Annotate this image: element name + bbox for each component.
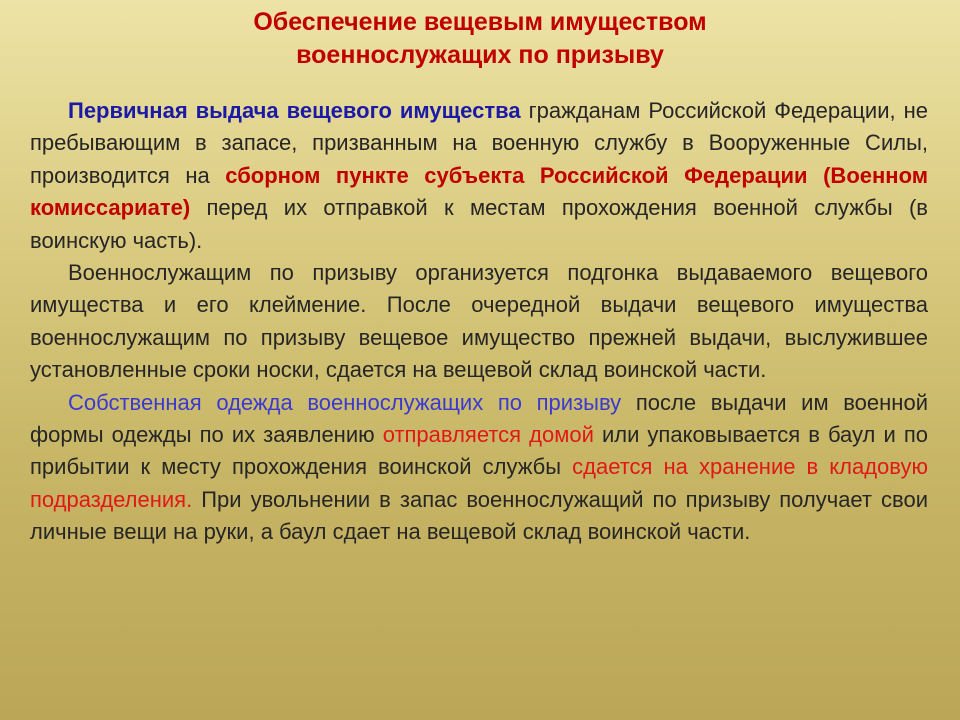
paragraph-fitting: [30, 257, 928, 387]
own-clothing-term: Собственная одежда военнослужащих по призыву: [68, 389, 622, 415]
paragraph-text: гражданам Российской Федерации, не пребывающим в запасе, призванным на военную службу в Вооруженные Силы, производится на: [30, 98, 928, 188]
paragraph-text: перед их отправкой к местам прохождения военной службы (в воинскую часть).: [30, 195, 928, 253]
slide-body: [30, 95, 928, 549]
title-line-1: Обеспечение вещевым имуществом: [253, 8, 707, 36]
paragraph-text: или упаковывается в баул и по прибытии к месту прохождения воинской службы: [30, 422, 928, 480]
paragraph-text: При увольнении в запас военнослужащий по призыву получает свои личные вещи на руки, а баул сдает на вещевой склад воинской части.: [30, 486, 928, 545]
paragraph-primary-issue: [30, 95, 928, 257]
title-line-2: военнослужащих по призыву: [296, 41, 664, 69]
paragraph-own-clothing: [30, 387, 928, 549]
paragraph-text: после выдачи им военной формы одежды по их заявлению: [30, 389, 928, 448]
primary-issue-term: Первичная выдача вещевого имущества: [68, 98, 521, 123]
sent-home-term: отправляется домой: [382, 422, 594, 448]
paragraph-text: Военнослужащим по призыву организуется подгонка выдаваемого вещевого имущества и его клеймение. После очередной выдачи вещевого имущества военнослужащим по призыву вещевое имущество прежней выдачи, выслужившее установленные сроки носки, сдается на вещевой склад воинской части.: [30, 260, 928, 383]
collection-point-term: сборном пункте субъекта Российской Федерации (Военном комиссариате): [30, 162, 928, 221]
storage-term: сдается на хранение в кладовую подразделения.: [30, 454, 929, 512]
slide-title: [0, 6, 960, 72]
